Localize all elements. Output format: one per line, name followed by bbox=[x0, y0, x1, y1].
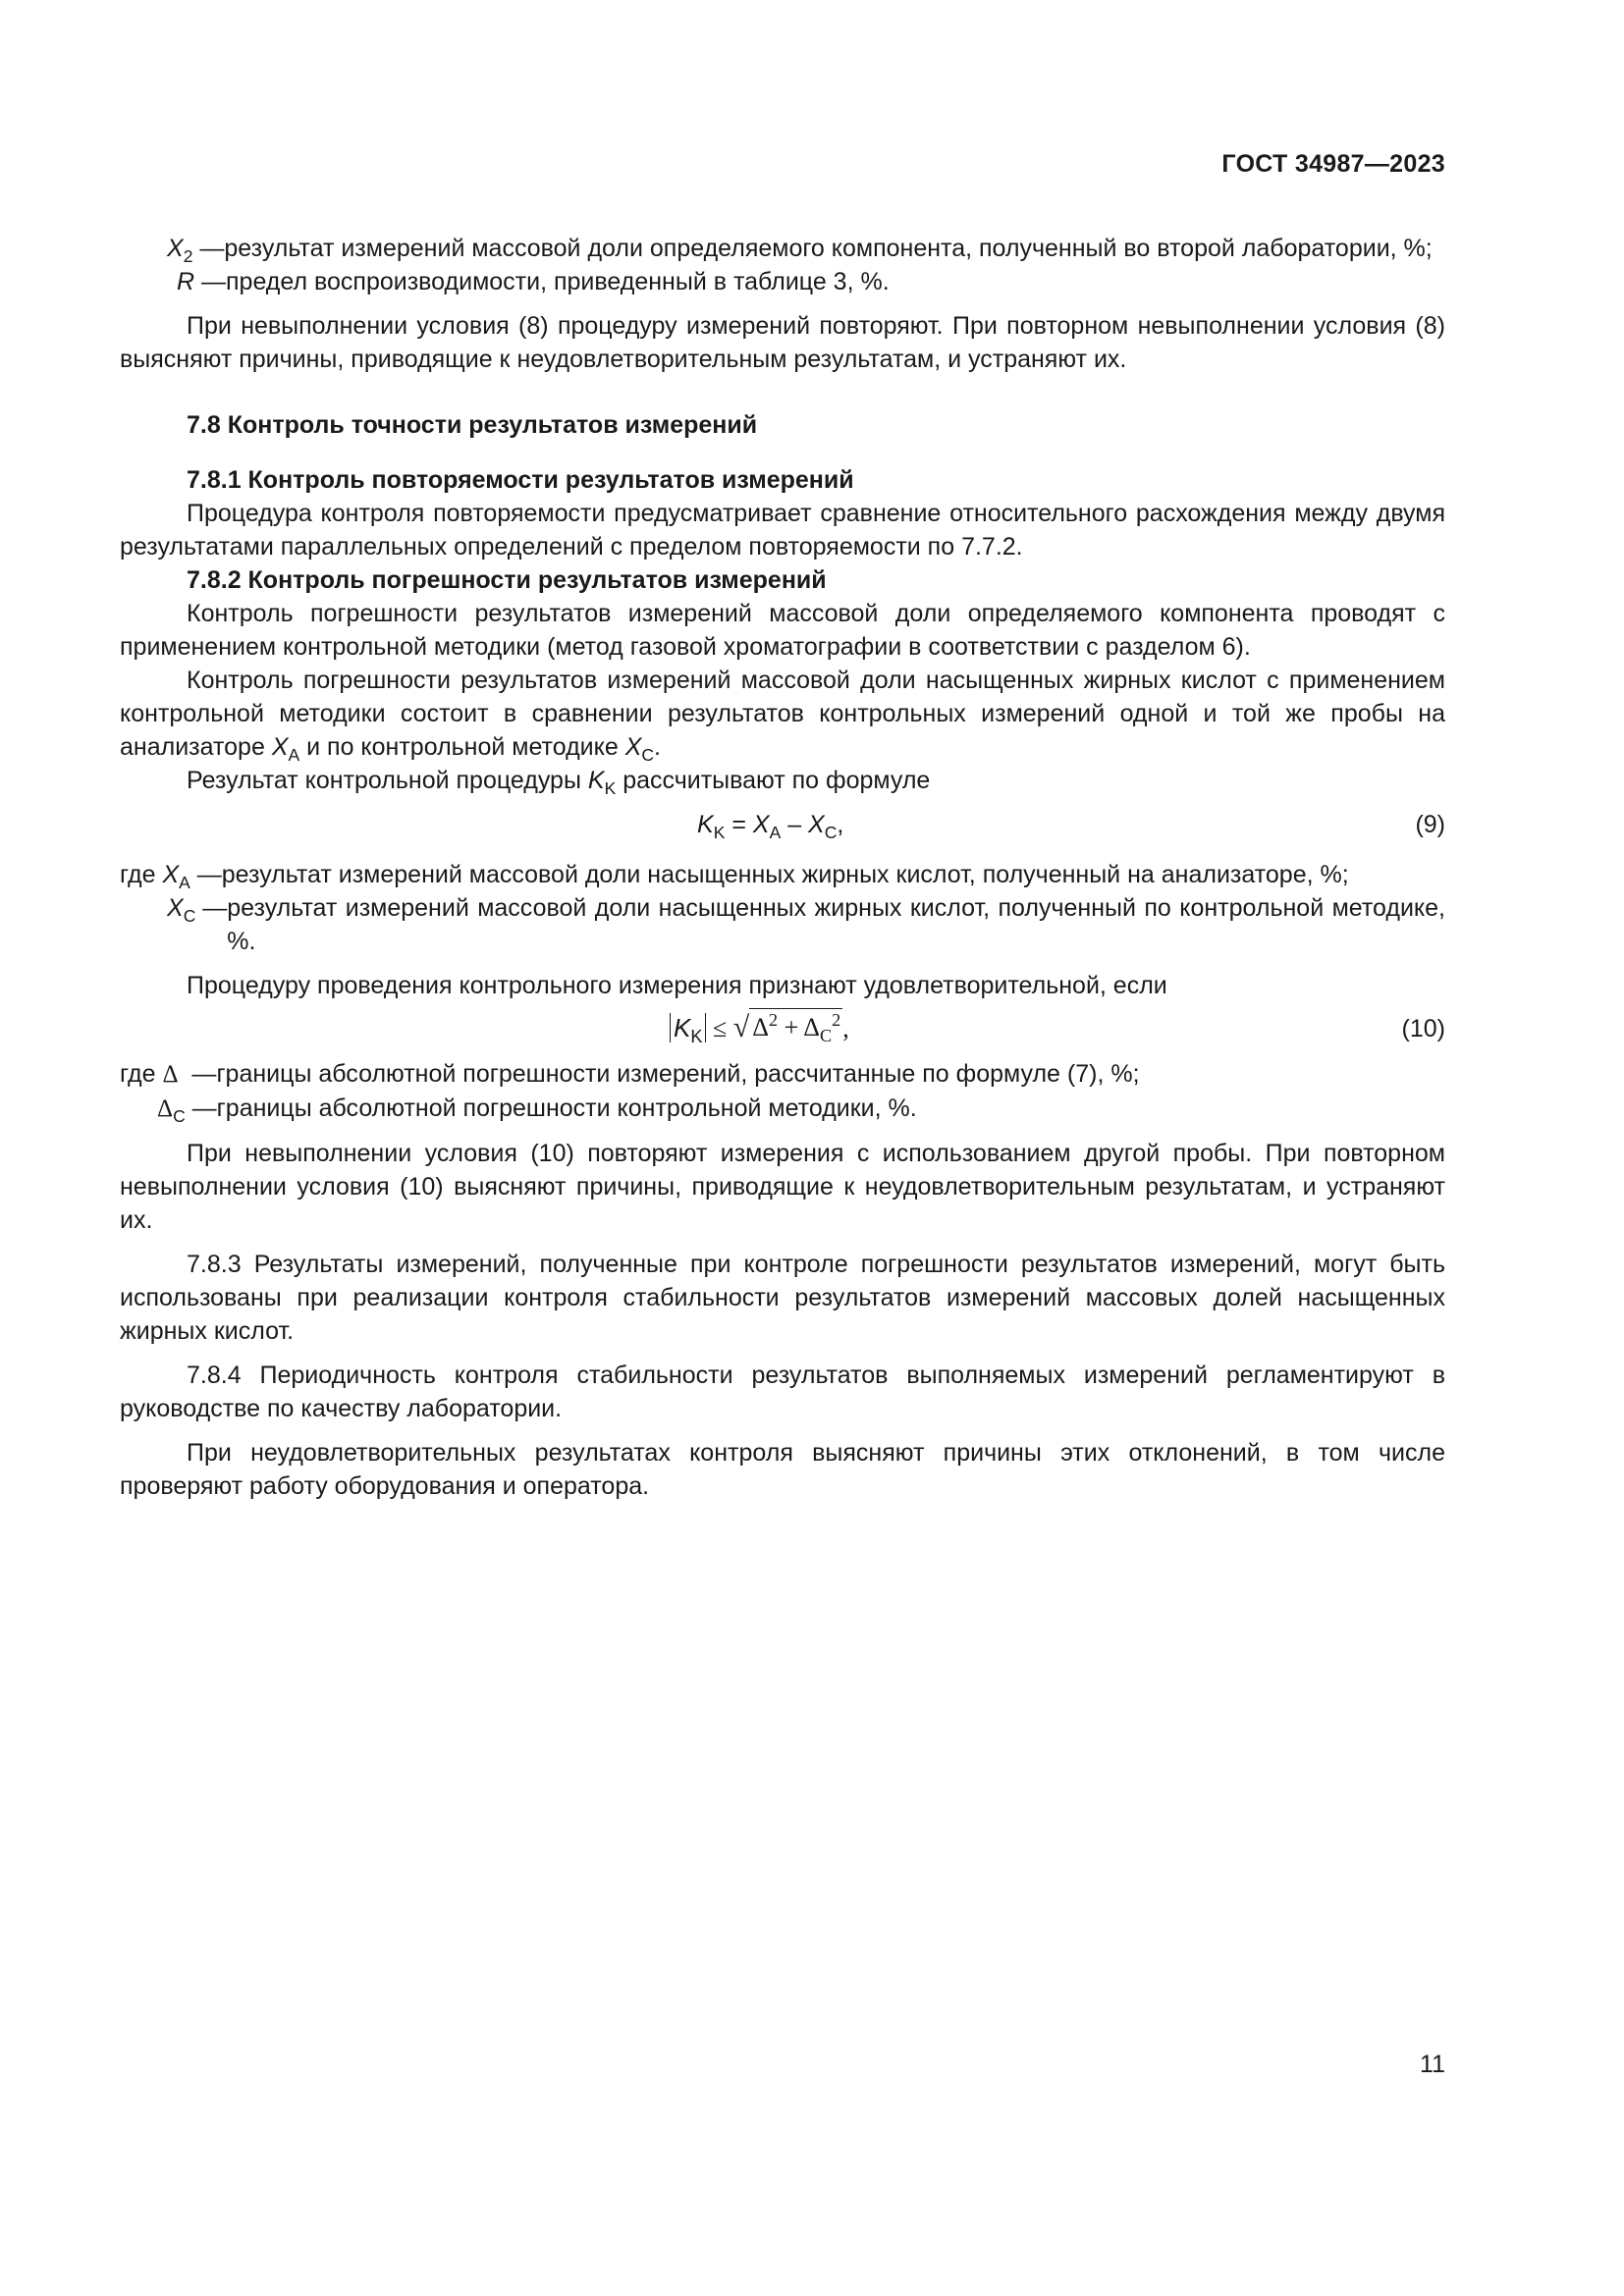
legend-symbol: где Δ — bbox=[120, 1060, 217, 1088]
legend-symbol: R — bbox=[177, 268, 227, 295]
paragraph: Контроль погрешности результатов измерений массовой доли определяемого компонента проводят с применением контрольной методики (метод газовой хроматографии в соответствии с разделом 6). bbox=[120, 600, 1445, 661]
formula-10 bbox=[120, 1002, 1445, 1057]
paragraph: При невыполнении условия (10) повторяют измерения с использованием другой пробы. При повторном невыполнении условия (10) выясняют причины, приводящие к неудовлетворительным результатам, и устраняют их. bbox=[120, 1140, 1445, 1234]
legend-text: результат измерений массовой доли определяемого компонента, полученный во второй лаборатории, %; bbox=[224, 235, 1433, 262]
subsection-heading: 7.8.1 Контроль повторяемости результатов измерений bbox=[187, 466, 854, 494]
formula-9 bbox=[120, 808, 1445, 847]
formula-number: (9) bbox=[1415, 811, 1445, 838]
paragraph: Контроль погрешности результатов измерений массовой доли насыщенных жирных кислот с применением контрольной методики состоит в сравнении результатов контрольных измерений одной и той же пробы на анализаторе $X_A$ и по контрольной методике $X_C$. bbox=[120, 667, 1445, 765]
section-heading: 7.8 Контроль точности результатов измерений bbox=[187, 411, 758, 439]
paragraph: 7.8.4 Периодичность контроля стабильности результатов выполняемых измерений регламентируют в руководстве по качеству лаборатории. bbox=[120, 1362, 1445, 1422]
page-number: 11 bbox=[1420, 2051, 1445, 2078]
legend-item-x2 bbox=[120, 232, 1445, 265]
legend-symbol: где $X_A$ — bbox=[120, 861, 222, 892]
legend-text: границы абсолютной погрешности измерений, рассчитанные по формуле (7), %; bbox=[216, 1060, 1140, 1088]
subsection-heading: 7.8.2 Контроль погрешности результатов измерений bbox=[187, 566, 827, 594]
legend-item-xc bbox=[120, 891, 1445, 958]
legend-item-delta-c bbox=[120, 1092, 1445, 1126]
paragraph: Результат контрольной процедуры $K_K$ рассчитывают по формуле bbox=[187, 767, 931, 798]
legend-text: границы абсолютной погрешности контрольной методики, %. bbox=[216, 1095, 917, 1122]
legend-item-r bbox=[120, 265, 1445, 298]
paragraph: Процедуру проведения контрольного измерения признают удовлетворительной, если bbox=[187, 972, 1167, 999]
paragraph: При неудовлетворительных результатах контроля выясняют причины этих отклонений, в том числе проверяют работу оборудования и оператора. bbox=[120, 1439, 1445, 1500]
legend-symbol: $X_C$ — bbox=[167, 894, 228, 926]
document-id: ГОСТ 34987—2023 bbox=[1221, 150, 1445, 178]
legend-item-xa bbox=[120, 858, 1445, 891]
formula-expression: $K_K = X_A - X_C$, bbox=[697, 811, 844, 842]
sqrt-icon: √ bbox=[732, 1011, 750, 1043]
legend-text: результат измерений массовой доли насыщенных жирных кислот, полученный на анализаторе, %; bbox=[221, 861, 1349, 888]
paragraph: 7.8.3 Результаты измерений, полученные при контроле погрешности результатов измерений, могут быть использованы при реализации контроля стабильности результатов измерений массовых долей насыщенных жирных кислот. bbox=[120, 1251, 1445, 1345]
formula-number: (10) bbox=[1401, 1015, 1445, 1042]
legend-symbol: $X_2$ — bbox=[167, 235, 225, 266]
paragraph: При невыполнении условия (8) процедуру измерений повторяют. При повторном невыполнении условия (8) выясняют причины, приводящие к неудовлетворительным результатам, и устраняют их. bbox=[120, 312, 1445, 373]
page-content bbox=[120, 232, 1445, 1503]
legend-item-delta bbox=[120, 1057, 1445, 1092]
formula-expression: $K_K$ ≤ √ $\Delta^2 + \Delta_C^2$ , bbox=[670, 1008, 849, 1045]
legend-text: предел воспроизводимости, приведенный в таблице 3, %. bbox=[226, 268, 890, 295]
paragraph: Процедура контроля повторяемости предусматривает сравнение относительного расхождения между двумя результатами параллельных определений с пределом повторяемости по 7.7.2. bbox=[120, 500, 1445, 561]
legend-text: результат измерений массовой доли насыщенных жирных кислот, полученный по контрольной методике, %. bbox=[227, 894, 1445, 955]
legend-symbol: $\Delta_C$ — bbox=[157, 1095, 217, 1126]
